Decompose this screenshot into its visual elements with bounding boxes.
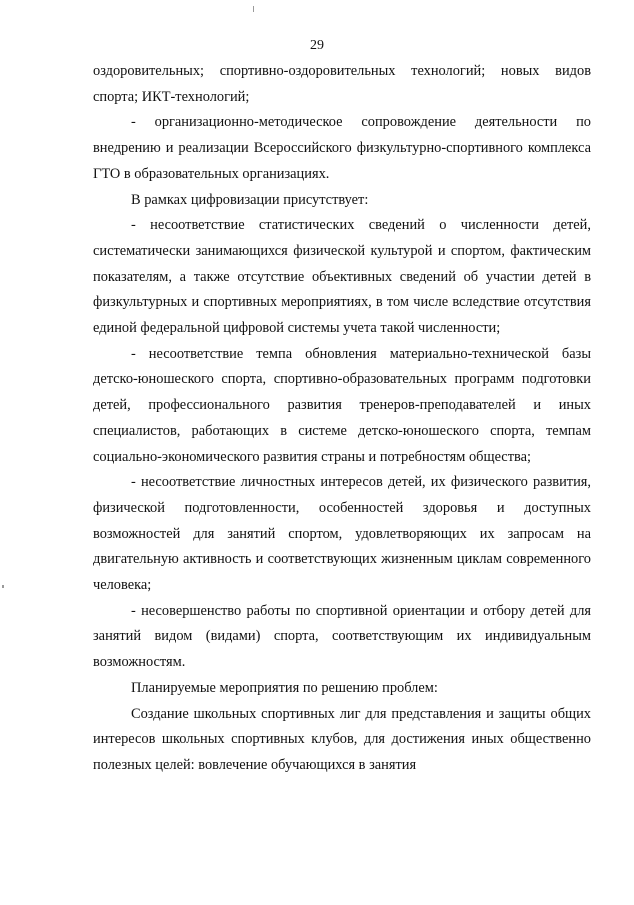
paragraph: В рамках цифровизации присутствует: [131,191,369,208]
paragraph: - несоответствие личностных интересов детей, их физического развития, физической подготовленности, особенностей здоровья и доступных возможностей для занятий спортом, удовлетворяющих их запросам на двигательную активность и соответствующих жизненным циклам современного человека; [93,474,591,594]
paragraph: Создание школьных спортивных лиг для представления и защиты общих интересов школьных спортивных клубов, для достижения иных общественно полезных целей: вовлечение обучающихся в занятия [93,705,591,773]
paragraph: - несоответствие статистических сведений о численности детей, систематически занимающихся физической культурой и спортом, фактическим показателям, а также отсутствие объективных сведений об участии детей в физкультурных и спортивных мероприятиях, в том числе вследствие отсутствия единой федеральной цифровой системы учета такой численности; [93,217,591,337]
page-number: 29 [310,38,324,53]
scan-speck [2,585,4,588]
paragraph: - несоответствие темпа обновления материально-технической базы детско-юношеского спорта, спортивно-образовательных программ подготовки детей, профессионального развития тренеров-преподавателей и иных специалистов, работающих в системе детско-юношеского спорта, темпам социально-экономического развития страны и потребностям общества; [93,345,591,465]
paragraph: - несовершенство работы по спортивной ориентации и отбору детей для занятий видом (видами) спорта, соответствующим их индивидуальным возможностям. [93,602,591,671]
paragraph: Планируемые мероприятия по решению проблем: [131,679,438,696]
paragraph: - организационно-методическое сопровождение деятельности по внедрению и реализации Всероссийского физкультурно-спортивного комплекса ГТО в образовательных организациях. [93,114,591,182]
scan-speck [253,6,254,12]
paragraph: оздоровительных; спортивно-оздоровительных технологий; новых видов спорта; ИКТ-технологий; [93,63,591,105]
body-text [93,59,591,779]
